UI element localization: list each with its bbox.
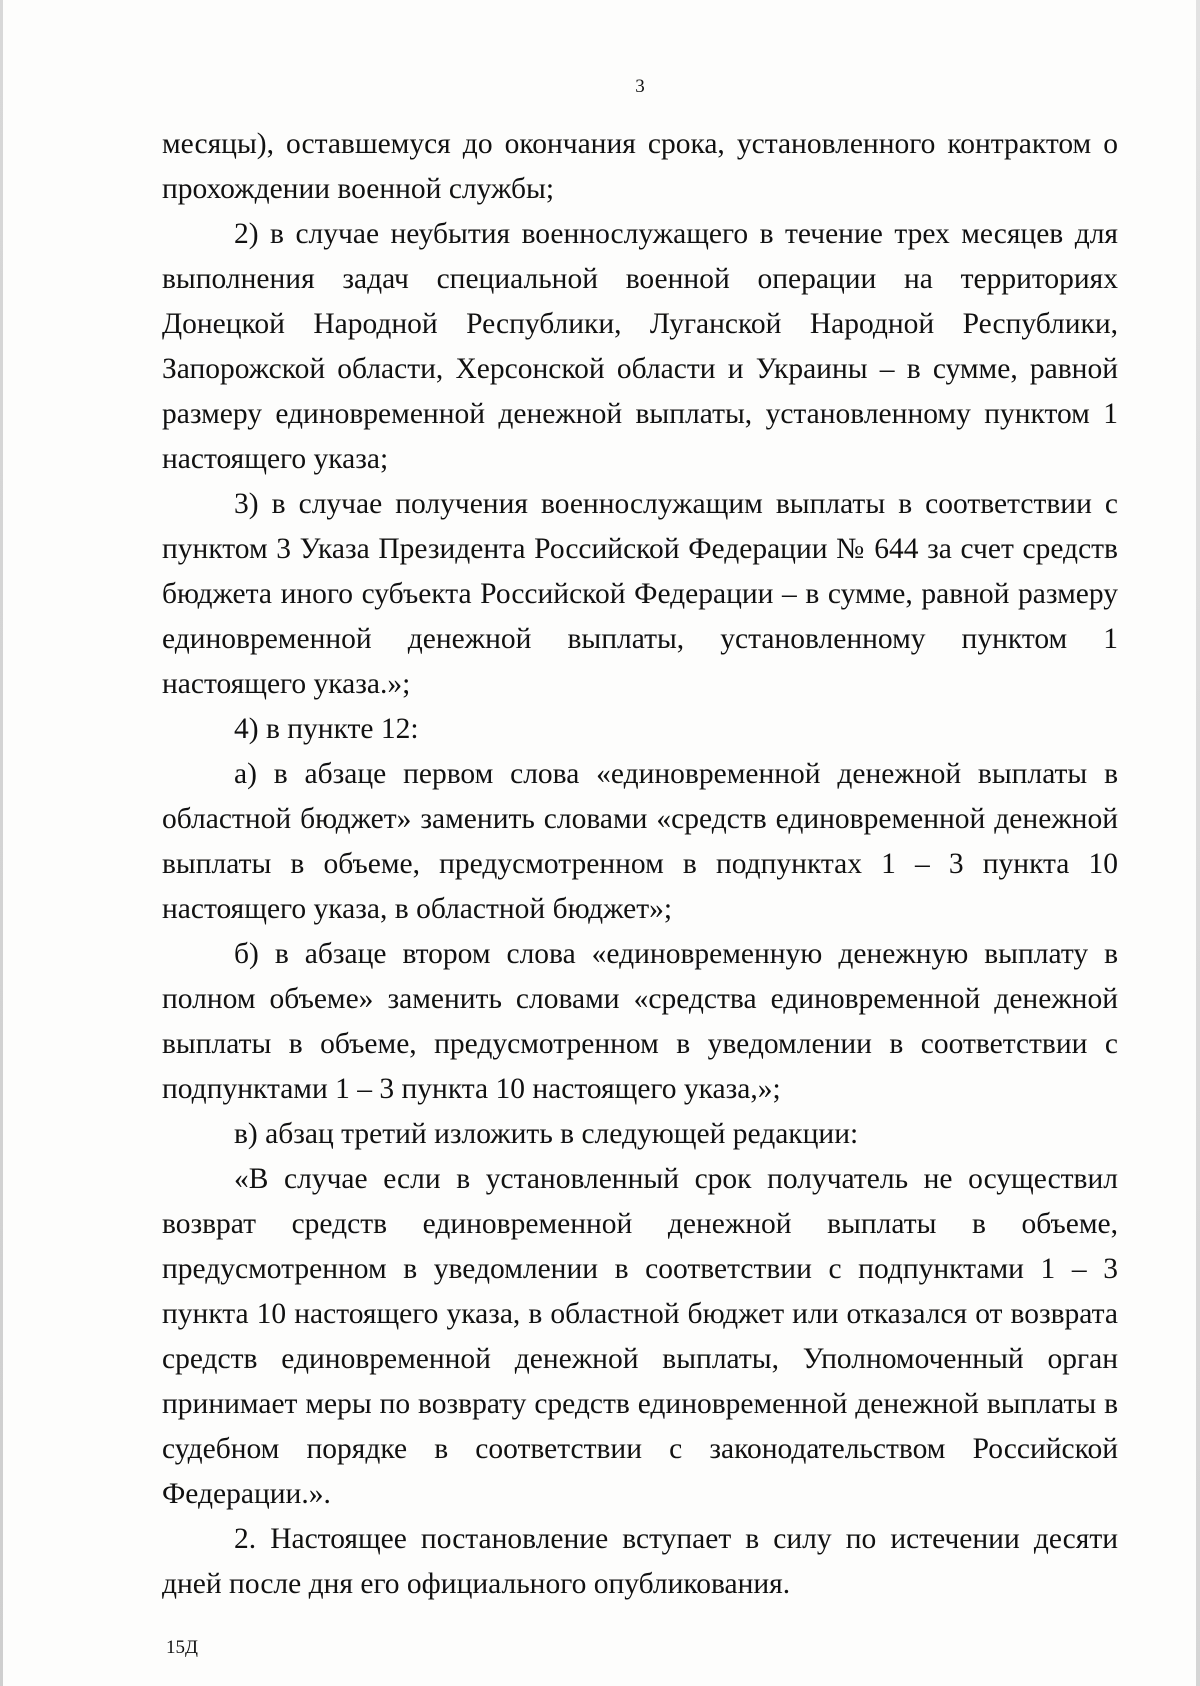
paragraph-subitem-b: б) в абзаце втором слова «единовременную денежную выплату в полном объеме» заменить словами «средства единовременной денежной выплаты в объеме, предусмотренном в уведомлении в соответствии с подпунктами 1 – 3 пункта 10 настоящего указа,»; (162, 938, 1118, 1105)
document-body (162, 122, 1118, 1607)
paragraph-item-4: 4) в пункте 12: (234, 713, 419, 745)
paragraph-continuation: месяцы), оставшемуся до окончания срока, установленного контрактом о прохождении военной службы; (162, 128, 1118, 205)
footer-code: 15Д (166, 1637, 198, 1658)
paragraph-item-3: 3) в случае получения военнослужащим выплаты в соответствии с пунктом 3 Указа Президента Российской Федерации № 644 за счет средств бюджета иного субъекта Российской Федерации – в сумме, равной размеру единовременной денежной выплаты, установленному пунктом 1 настоящего указа.»; (162, 488, 1118, 700)
paragraph-effective-date: 2. Настоящее постановление вступает в силу по истечении десяти дней после дня его официального опубликования. (162, 1523, 1118, 1600)
paragraph-new-wording: «В случае если в установленный срок получатель не осуществил возврат средств единовременной денежной выплаты в объеме, предусмотренном в уведомлении в соответствии с подпунктами 1 – 3 пункта 10 настоящего указа, в областной бюджет или отказался от возврата средств единовременной денежной выплаты, Уполномоченный орган принимает меры по возврату средств единовременной денежной выплаты в судебном порядке в соответствии с законодательством Российской Федерации.». (162, 1163, 1118, 1510)
scan-edge-left (0, 0, 3, 1686)
paragraph-item-2: 2) в случае неубытия военнослужащего в течение трех месяцев для выполнения задач специальной военной операции на территориях Донецкой Народной Республики, Луганской Народной Республики, Запорожской области, Херсонской области и Украины – в сумме, равной размеру единовременной денежной выплаты, установленному пунктом 1 настоящего указа; (162, 218, 1118, 475)
page-number: 3 (635, 76, 645, 97)
paragraph-subitem-a: а) в абзаце первом слова «единовременной денежной выплаты в областной бюджет» заменить словами «средств единовременной денежной выплаты в объеме, предусмотренном в подпунктах 1 – 3 пункта 10 настоящего указа, в областной бюджет»; (162, 758, 1118, 925)
paragraph-subitem-v: в) абзац третий изложить в следующей редакции: (234, 1118, 859, 1150)
scan-edge-right (1196, 0, 1200, 1686)
